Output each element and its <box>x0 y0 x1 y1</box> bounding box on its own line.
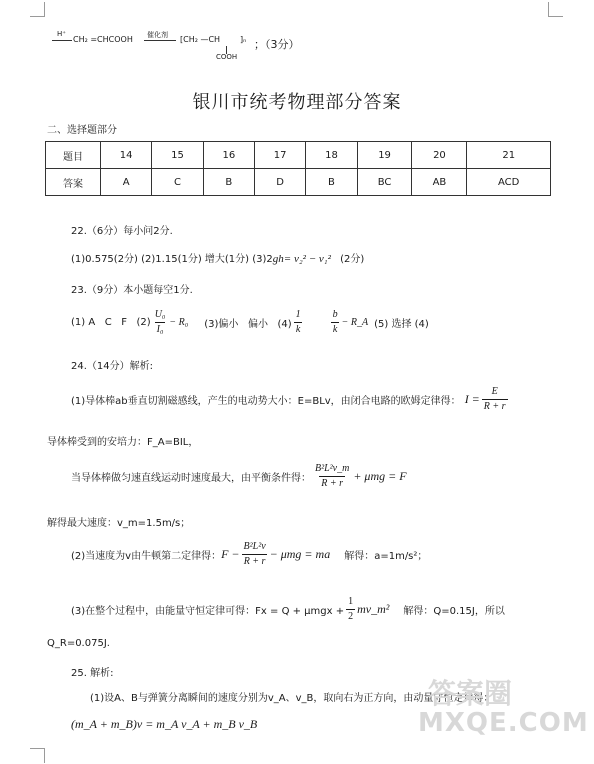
q23-fraction-b-over-k <box>331 308 340 337</box>
fraction-denominator: k <box>295 324 301 335</box>
formula-reagent: H⁺ <box>57 30 66 38</box>
q24-step5-text: (2)当速度为v由牛顿第二定律得： <box>71 551 222 562</box>
question-cell: 17 <box>254 142 305 169</box>
q22-heading: 22.（6分）每小问2分. <box>71 226 173 237</box>
fraction-denominator: k <box>332 324 338 335</box>
answer-cell: ACD <box>467 169 551 196</box>
q25-equation: (m_A + m_B)v = m_A v_A + m_B v_B <box>71 717 258 731</box>
crop-mark-top-left <box>30 2 45 17</box>
q24-step1 <box>71 385 510 414</box>
q24-step5 <box>71 540 427 569</box>
formula-score: ；（3分） <box>254 38 300 51</box>
q22-text-b: (2分) <box>340 254 365 265</box>
q23-part3: (5) 选择 (4) <box>374 319 429 330</box>
formula-monomer: CH₂ =CHCOOH <box>73 35 133 44</box>
q22-answer-line <box>71 250 364 265</box>
formula-arrow-2 <box>144 40 176 41</box>
question-cell: 16 <box>203 142 254 169</box>
crop-mark-top-right <box>548 2 563 17</box>
fraction-numerator: B²L²v_m <box>315 463 350 474</box>
q22-formula: gh= v₂² − v₁² <box>272 253 331 265</box>
question-cell: 15 <box>152 142 203 169</box>
question-cell: 18 <box>306 142 357 169</box>
watermark-logo: 答案圈 <box>428 677 513 710</box>
q24-heading: 24.（14分）解析: <box>71 361 153 372</box>
q22-text-a: (1)0.575(2分) (2)1.15(1分) 增大(1分) (3)2 <box>71 254 273 265</box>
q24-step2: 导体棒受到的安培力：F_A=BIL， <box>47 437 199 448</box>
answer-cell: B <box>203 169 254 196</box>
q23-f1-tail: − R₀ <box>169 317 189 328</box>
q24-step3-fraction <box>313 462 351 491</box>
fraction-denominator: I₀ <box>156 324 164 335</box>
fraction-numerator: b <box>332 309 338 320</box>
q23-part1: (1) A C F (2) <box>71 317 151 328</box>
q24-step3-tail: + μmg = F <box>353 469 407 483</box>
q24-step6-result: 解得：Q=0.15J，所以 <box>403 606 505 617</box>
table-row-questions <box>46 142 551 169</box>
answer-cell: B <box>306 169 357 196</box>
formula-polymer-close: ]ₙ <box>240 35 247 44</box>
answer-cell: D <box>254 169 305 196</box>
fraction-numerator: U₀ <box>154 309 166 320</box>
q24-step5-tail: − μmg = ma <box>269 547 331 561</box>
row-header-question: 题目 <box>46 142 101 169</box>
q23-answer-line <box>71 308 429 337</box>
fraction-numerator: B²L²v <box>243 541 266 552</box>
q23-heading: 23.（9分）本小题每空1分. <box>71 285 193 296</box>
q24-step1-fraction <box>482 385 508 414</box>
q23-f3-tail: − R_A <box>341 317 369 328</box>
q24-step1-lhs: I = <box>464 392 480 406</box>
watermark-url: MXQE.COM <box>418 708 589 738</box>
answer-table <box>45 141 551 196</box>
q24-step6-text: (3)在整个过程中，由能量守恒定律可得：Fx = Q + μmgx + <box>71 606 345 617</box>
fraction-numerator: 1 <box>348 596 354 607</box>
formula-branch: COOH <box>216 53 238 61</box>
q24-step1-text: (1)导体棒ab垂直切割磁感线，产生的电动势大小：E=BLv，由闭合电路的欧姆定律得： <box>71 396 461 407</box>
fraction-denominator: 2 <box>348 611 354 622</box>
q24-step4: 解得最大速度：v_m=1.5m/s； <box>47 518 191 529</box>
answer-cell: C <box>152 169 203 196</box>
section-heading: 二、选择题部分 <box>47 125 117 136</box>
q24-step3 <box>71 462 407 491</box>
fraction-denominator: R + r <box>321 478 344 489</box>
question-cell: 14 <box>101 142 152 169</box>
answer-cell: A <box>101 169 152 196</box>
q24-step5-fraction <box>242 540 268 569</box>
formula-catalyst: 催化剂 <box>147 31 168 39</box>
q25-step1: (1)设A、B与弹簧分离瞬间的速度分别为v_A、v_B，取向右为正方向，由动量守恒定律得： <box>90 693 494 704</box>
q24-step3-text: 当导体棒做匀速直线运动时速度最大，由平衡条件得： <box>71 473 311 484</box>
q24-step7: Q_R=0.075J. <box>47 638 110 649</box>
question-cell: 20 <box>412 142 467 169</box>
page-title: 银川市统考物理部分答案 <box>192 92 402 113</box>
formula-polymer-open: [CH₂ —CH <box>180 35 221 44</box>
fraction-numerator: 1 <box>295 309 301 320</box>
question-cell: 21 <box>467 142 551 169</box>
q24-step6 <box>71 595 505 624</box>
question-cell: 19 <box>357 142 412 169</box>
row-header-answer: 答案 <box>46 169 101 196</box>
fraction-denominator: R + r <box>483 401 506 412</box>
q24-step6-tail: mv_m² <box>357 602 390 616</box>
q23-fraction-one-over-k <box>294 308 303 337</box>
q25-heading: 25. 解析: <box>71 668 114 679</box>
answer-cell: BC <box>357 169 412 196</box>
answer-cell: AB <box>412 169 467 196</box>
q23-part2: (3)偏小 偏小 (4) <box>204 319 292 330</box>
q24-step5-lhs: F − <box>221 547 240 561</box>
formula-arrow-1 <box>52 40 72 41</box>
q24-step6-fraction <box>346 595 355 624</box>
crop-mark-bottom-left <box>30 748 45 763</box>
q24-step5-result: 解得：a=1m/s²； <box>344 551 428 562</box>
fraction-numerator: E <box>491 386 498 397</box>
fraction-denominator: R + r <box>243 556 266 567</box>
q23-fraction-u-over-i <box>153 308 168 337</box>
table-row-answers <box>46 169 551 196</box>
